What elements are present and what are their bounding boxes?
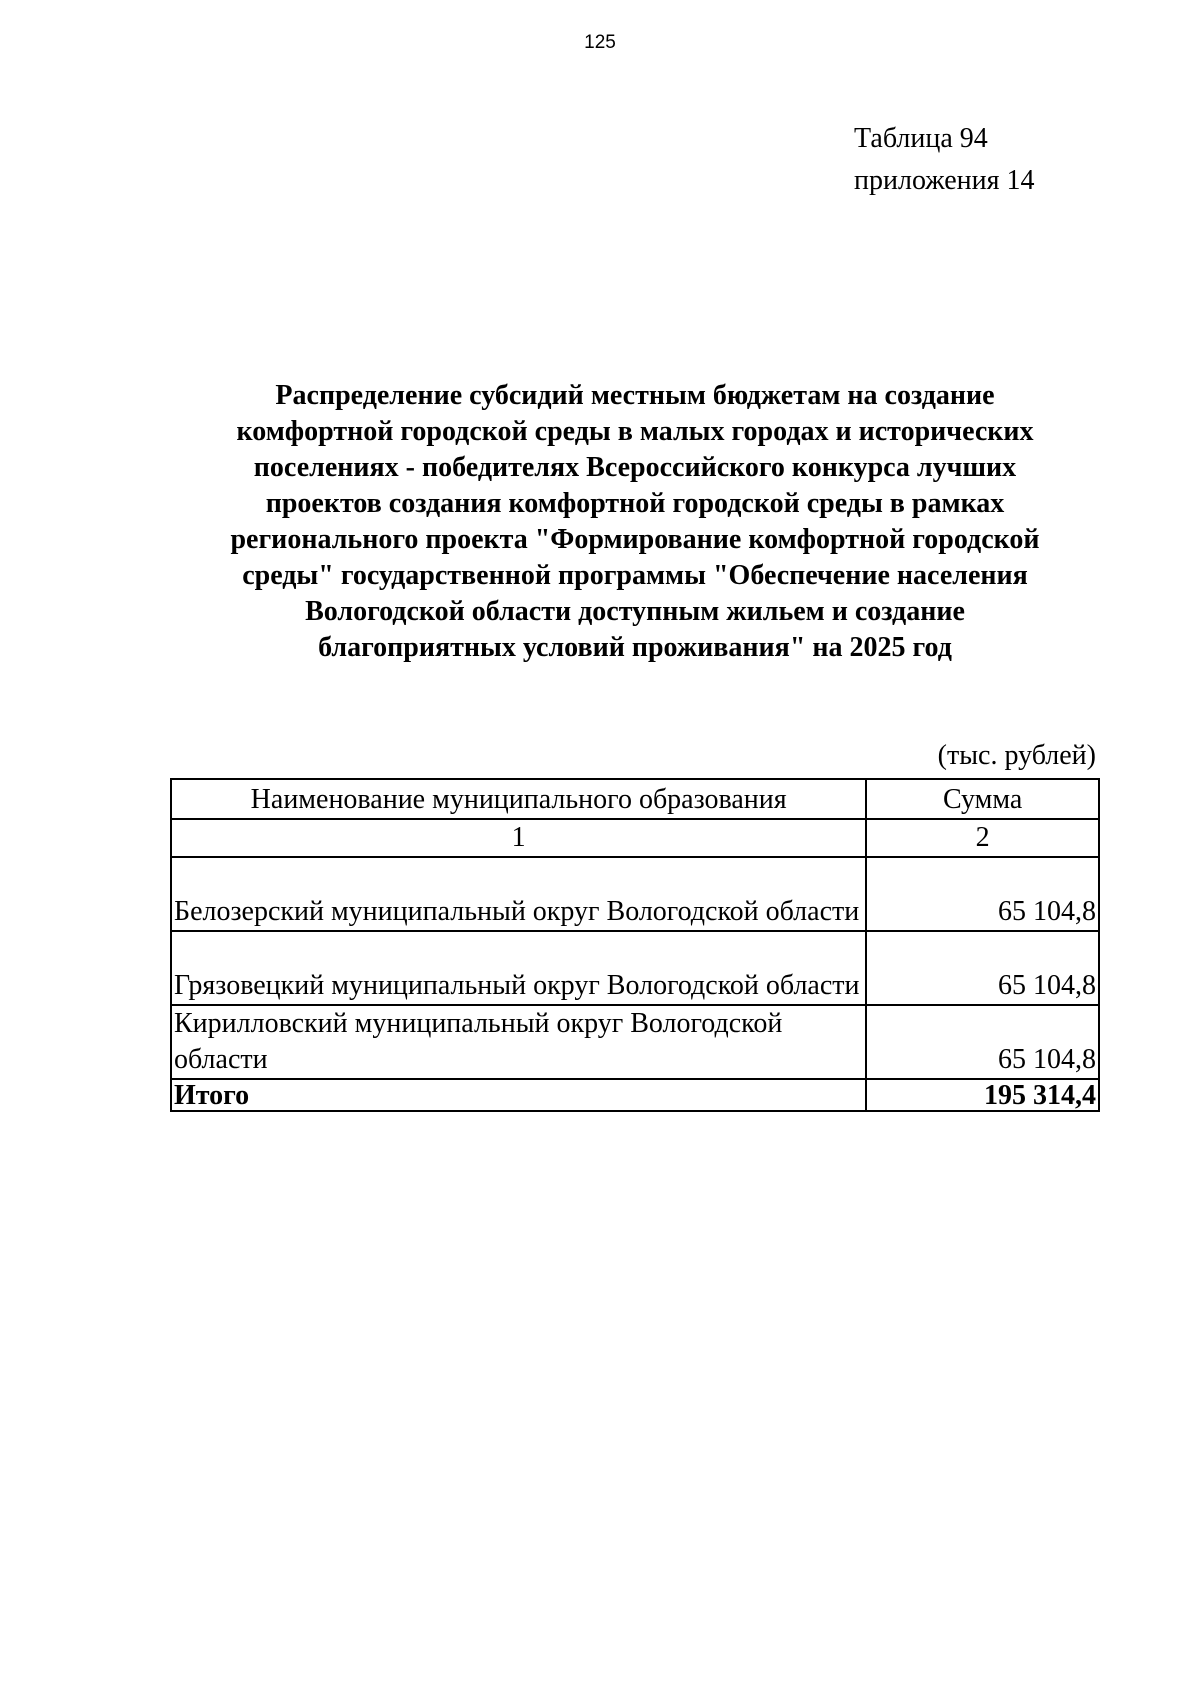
row-sum: 65 104,8: [866, 931, 1099, 1005]
title-line: поселениях - победителях Всероссийского конкурса лучших: [253, 452, 1017, 483]
document-title: [150, 378, 1120, 666]
row-name: Грязовецкий муниципальный округ Вологодской области: [171, 931, 866, 1005]
total-sum: 195 314,4: [866, 1079, 1099, 1111]
table-header-row: [171, 779, 1099, 819]
table-ref-line-2: приложения 14: [854, 165, 1035, 196]
page-number: 125: [584, 32, 616, 53]
total-label: Итого: [171, 1079, 866, 1111]
title-line: Распределение субсидий местным бюджетам на создание: [275, 380, 995, 411]
table-row: [171, 857, 1099, 931]
header-sum: Сумма: [866, 779, 1099, 819]
column-number-row: [171, 819, 1099, 857]
title-line: благоприятных условий проживания" на 2025 год: [318, 632, 952, 663]
row-sum: 65 104,8: [866, 857, 1099, 931]
table-reference: [854, 118, 1035, 202]
column-number: 1: [171, 819, 866, 857]
row-name: Кирилловский муниципальный округ Вологодской области: [171, 1005, 866, 1079]
table-row: [171, 931, 1099, 1005]
units-label: (тыс. рублей): [937, 740, 1096, 771]
title-line: среды" государственной программы "Обеспечение населения: [242, 560, 1028, 591]
title-line: Вологодской области доступным жильем и создание: [305, 596, 965, 627]
total-row: [171, 1079, 1099, 1111]
header-name: Наименование муниципального образования: [171, 779, 866, 819]
row-name: Белозерский муниципальный округ Вологодской области: [171, 857, 866, 931]
row-sum: 65 104,8: [866, 1005, 1099, 1079]
table-row: [171, 1005, 1099, 1079]
title-line: комфортной городской среды в малых городах и исторических: [236, 416, 1034, 447]
title-line: регионального проекта "Формирование комфортной городской: [230, 524, 1040, 555]
title-line: проектов создания комфортной городской среды в рамках: [265, 488, 1005, 519]
table-ref-line-1: Таблица 94: [854, 123, 988, 154]
subsidy-table: [170, 778, 1100, 1112]
column-number: 2: [866, 819, 1099, 857]
